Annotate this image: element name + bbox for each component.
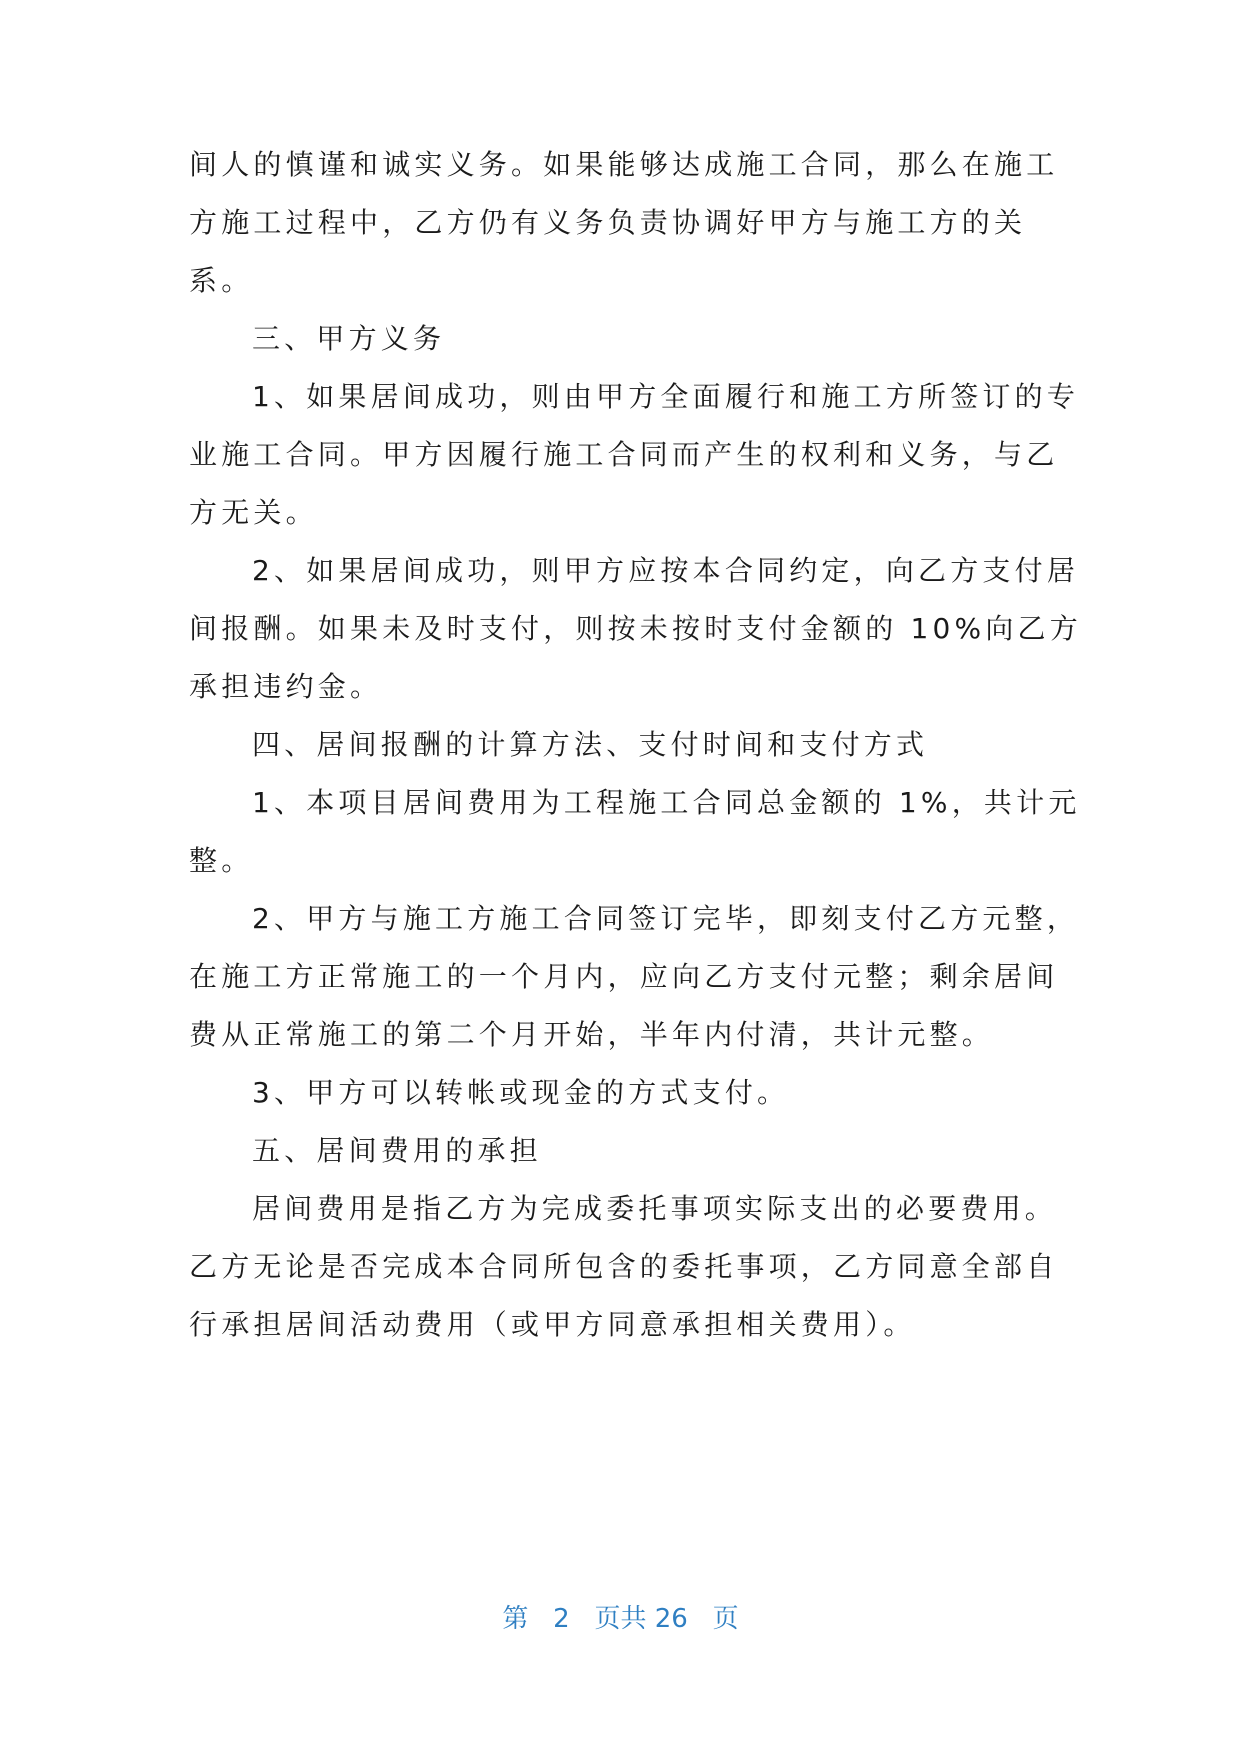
text-line: 乙方无论是否完成本合同所包含的委托事项，乙方同意全部自	[189, 1250, 1059, 1283]
current-page-number: 2	[553, 1604, 570, 1634]
text-line: 整。	[189, 844, 254, 877]
text-line: 间报酬。如果未及时支付，则按未按时支付金额的 10%向乙方	[189, 612, 1082, 645]
text-line: 方施工过程中，乙方仍有义务负责协调好甲方与施工方的关	[189, 206, 1027, 239]
text-line: 2、如果居间成功，则甲方应按本合同约定，向乙方支付居	[252, 554, 1080, 587]
section-heading: 五、居间费用的承担	[252, 1134, 542, 1167]
text-line: 行承担居间活动费用（或甲方同意承担相关费用）。	[189, 1308, 916, 1341]
text-line: 3、甲方可以转帐或现金的方式支付。	[252, 1076, 790, 1109]
footer-suffix: 页	[712, 1604, 739, 1634]
text-line: 居间费用是指乙方为完成委托事项实际支出的必要费用。	[252, 1192, 1058, 1225]
footer-middle: 页共	[594, 1604, 647, 1634]
text-line: 2、甲方与施工方施工合同签订完毕，即刻支付乙方元整，	[252, 902, 1080, 935]
text-line: 在施工方正常施工的一个月内，应向乙方支付元整；剩余居间	[189, 960, 1059, 993]
text-line: 业施工合同。甲方因履行施工合同而产生的权利和义务，与乙	[189, 438, 1059, 471]
footer-prefix: 第	[502, 1604, 529, 1634]
section-heading: 三、甲方义务	[252, 322, 446, 355]
text-line: 方无关。	[189, 496, 318, 529]
text-line: 间人的慎谨和诚实义务。如果能够达成施工合同，那么在施工	[189, 148, 1059, 181]
text-line: 1、本项目居间费用为工程施工合同总金额的 1%，共计元	[252, 786, 1081, 819]
total-pages-number: 26	[654, 1604, 688, 1634]
text-line: 系。	[189, 264, 254, 297]
section-heading: 四、居间报酬的计算方法、支付时间和支付方式	[252, 728, 929, 761]
page-number-footer	[0, 1601, 1241, 1637]
text-line: 费从正常施工的第二个月开始，半年内付清，共计元整。	[189, 1018, 995, 1051]
text-line: 承担违约金。	[189, 670, 383, 703]
text-line: 1、如果居间成功，则由甲方全面履行和施工方所签订的专	[252, 380, 1080, 413]
